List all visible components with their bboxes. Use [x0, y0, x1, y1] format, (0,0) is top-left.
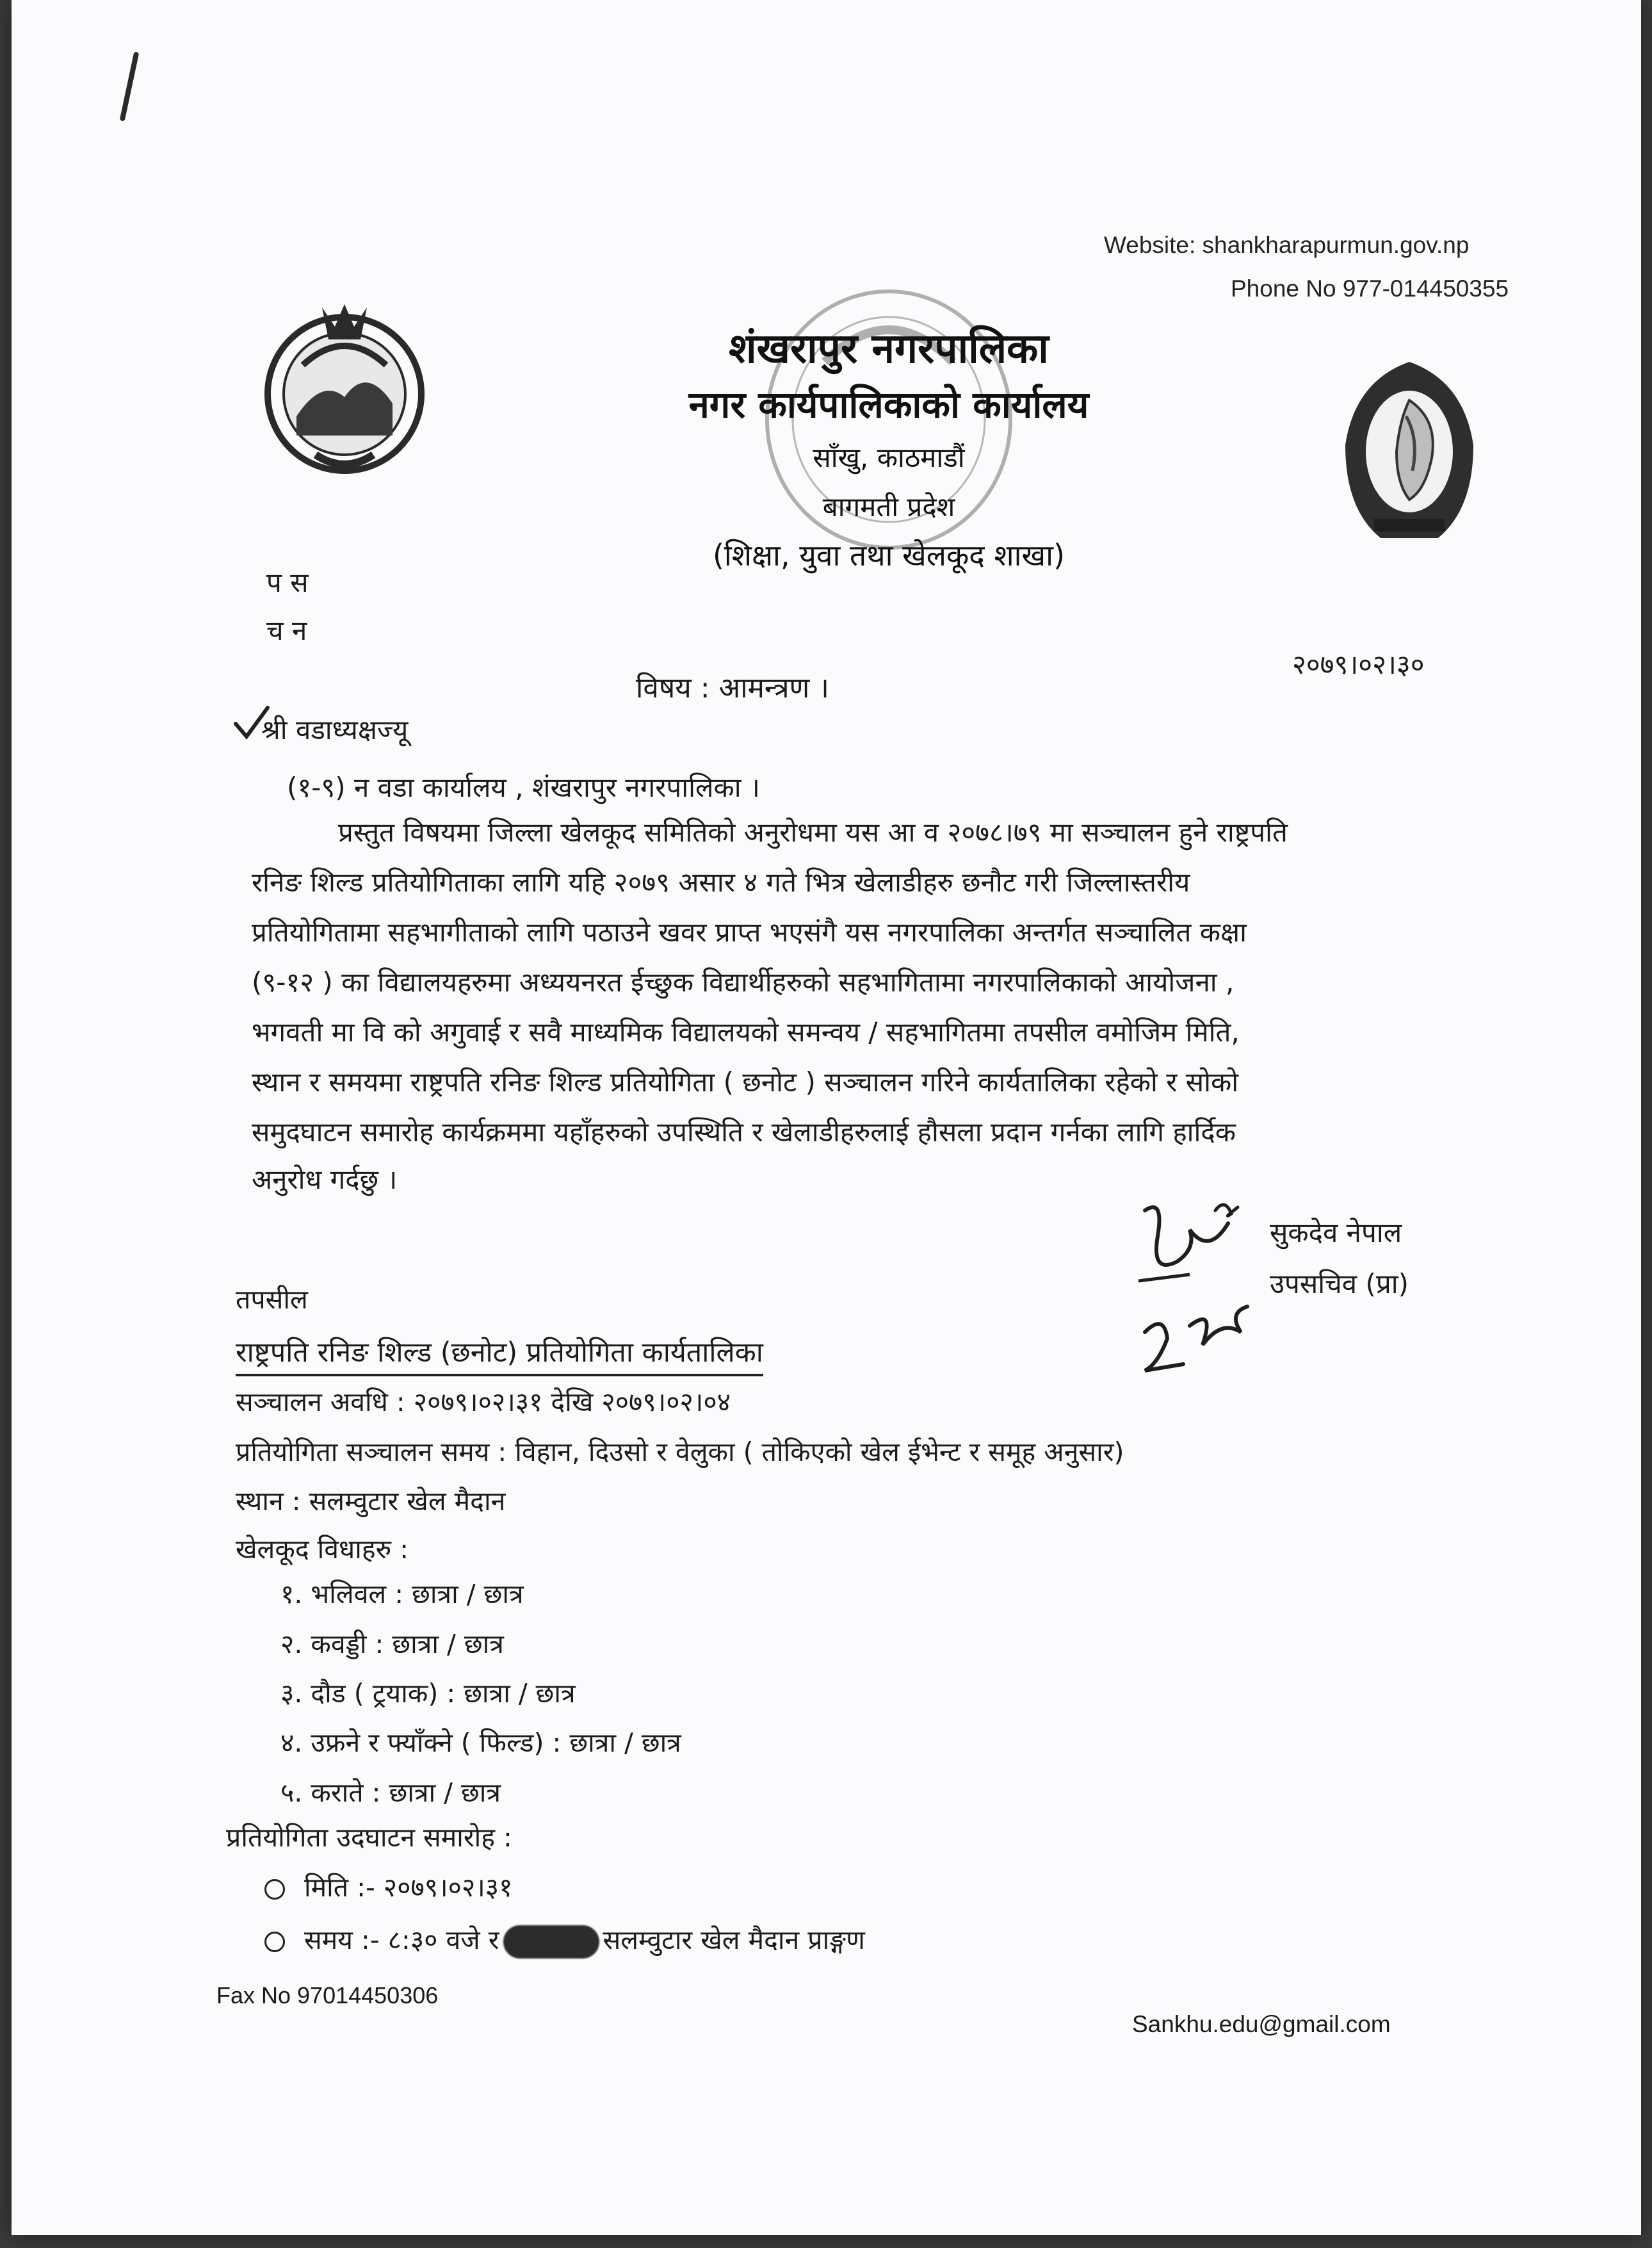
schedule-duration: सञ्चालन अवधि : २०७९।०२।३१ देखि २०७९।०२।०४: [236, 1387, 731, 1417]
office-subtitle: नगर कार्यपालिकाको कार्यालय: [688, 383, 1089, 427]
body-line: अनुरोध गर्दछु ।: [252, 1164, 398, 1195]
event-item: ३. दौड ( ट्रयाक) : छात्रा / छात्र: [280, 1678, 576, 1709]
recipient-title: श्री वडाध्यक्षज्यू: [261, 714, 409, 745]
opening-place: सलम्वुटार खेल मैदान प्राङ्गण: [603, 1925, 865, 1955]
letter-number-label: प स: [266, 567, 309, 598]
nepal-emblem-icon: [258, 288, 431, 487]
signatory-name: सुकदेव नेपाल: [1270, 1217, 1402, 1248]
event-item: ५. कराते : छात्रा / छात्र: [280, 1777, 501, 1808]
office-province: बागमती प्रदेश: [822, 491, 955, 523]
handwritten-signature-icon: [1119, 1185, 1279, 1390]
opening-time-item: [264, 1921, 865, 1959]
email-address: Sankhu.edu@gmail.com: [1132, 2011, 1391, 2037]
opening-date-item: [264, 1869, 512, 1905]
bullet-circle-icon: [264, 1932, 285, 1952]
event-item: ४. उफ्रने र फ्याँक्ने ( फिल्ड) : छात्रा / छात्र: [280, 1727, 681, 1758]
recipient-office: (१-९) न वडा कार्यालय , शंखरापुर नगरपालिका ।: [287, 772, 760, 803]
body-line: (९-१२ ) का विद्यालयहरुमा अध्ययनरत ईच्छुक विद्यार्थीहरुको सहभागितामा नगरपालिकाको आयोजना ,: [252, 966, 1235, 998]
website-text: Website: shankharapurmun.gov.np: [1104, 232, 1470, 258]
event-item: १. भलिवल : छात्रा / छात्र: [280, 1579, 524, 1609]
opening-time: समय :- ८:३० वजे र: [304, 1925, 499, 1955]
opening-date: मिति :- २०७९।०२।३१: [304, 1872, 513, 1903]
office-name: शंखरापुर नगरपालिका: [729, 325, 1049, 373]
dispatch-number-label: च न: [266, 615, 307, 646]
conch-shell-icon: [1336, 355, 1483, 548]
body-line: भगवती मा वि को अगुवाई र सवै माध्यमिक विद्यालयको समन्वय / सहभागितमा तपसील वमोजिम मिति,: [252, 1016, 1240, 1048]
body-line: रनिङ शिल्ड प्रतियोगिताका लागि यहि २०७९ असार ४ गते भित्र खेलाडीहरु छनौट गरी जिल्लास्तरीय: [252, 867, 1190, 898]
opening-heading: प्रतियोगिता उदघाटन समारोह :: [226, 1822, 512, 1853]
event-item: २. कवड्डी : छात्रा / छात्र: [280, 1629, 504, 1659]
letter-date: २०७९।०२।३०: [1292, 649, 1425, 680]
fax-number: Fax No 97014450306: [216, 1982, 439, 2008]
events-heading: खेलकूद विधाहरु :: [236, 1534, 409, 1565]
body-line: प्रतियोगितामा सहभागीताको लागि पठाउने खवर प्राप्त भएसंगै यस नगरपालिका अन्तर्गत सञ्चालित कक्षा: [252, 916, 1247, 948]
body-line: स्थान र समयमा राष्ट्रपति रनिङ शिल्ड प्रतियोगिता ( छनोट ) सञ्चालन गरिने कार्यतालिका रहेको र सोको: [252, 1066, 1239, 1098]
office-section: (शिक्षा, युवा तथा खेलकूद शाखा): [712, 538, 1065, 573]
body-line: प्रस्तुत विषयमा जिल्ला खेलकूद समितिको अनुरोधमा यस आ व २०७८।७९ मा सञ्चालन हुने राष्ट्रपति: [338, 817, 1288, 848]
body-line: समुदघाटन समारोह कार्यक्रममा यहाँहरुको उपस्थिति र खेलाडीहरुलाई हौसला प्रदान गर्नका लागि हार्दिक: [252, 1116, 1236, 1148]
office-location: साँखु, काठमाडौं: [813, 442, 965, 473]
letter-page: [12, 0, 1641, 2235]
schedule-heading: तपसील: [236, 1284, 308, 1315]
pen-tick-mark: [120, 51, 140, 121]
phone-text: Phone No 977-014450355: [1231, 275, 1509, 302]
redaction-mark: [503, 1925, 599, 1959]
bullet-circle-icon: [264, 1879, 285, 1900]
schedule-venue: स्थान : सलम्वुटार खेल मैदान: [236, 1486, 506, 1517]
letter-subject: विषय : आमन्त्रण ।: [636, 672, 829, 705]
schedule-title: राष्ट्रपति रनिङ शिल्ड (छनोट) प्रतियोगिता कार्यतालिका: [236, 1332, 763, 1376]
schedule-time: प्रतियोगिता सञ्चालन समय : विहान, दिउसो र वेलुका ( तोकिएको खेल ईभेन्ट र समूह अनुसार): [236, 1437, 1124, 1467]
signatory-title: उपसचिव (प्रा): [1270, 1268, 1409, 1299]
